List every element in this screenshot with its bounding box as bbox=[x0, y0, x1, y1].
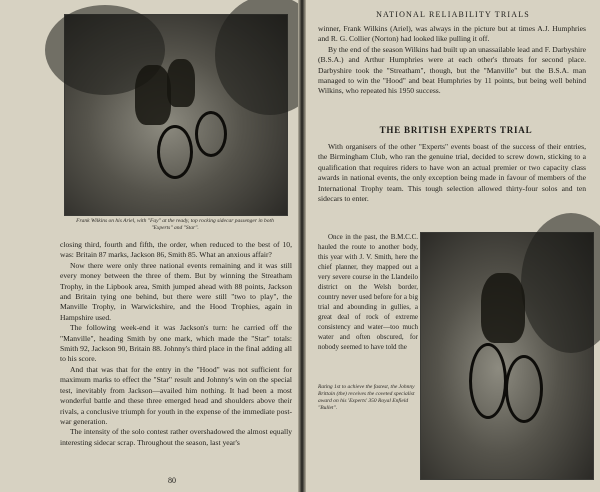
page-number: 80 bbox=[168, 476, 176, 485]
right-page bbox=[306, 0, 600, 492]
paragraph: By the end of the season Wilkins had built up an unassailable lead and F. Darbyshire (B.S.A.) and Arthur Humphries were at each other's throats for second place. Darbyshire took the "Streatham", though, but the "Manville" but the B.S.A. man managed to win the "Hood" and beat Humphries by 11 points, but being well behind Wilkins, who repeated his 1950 success. bbox=[318, 44, 586, 96]
rider-figure bbox=[135, 65, 171, 125]
paragraph: Once in the past, the B.M.C.C. hauled the route to another body, this year with J. V. Smith, here the chief planner, they mapped out a very severe course in the Llandeilo district on the Welsh border, country never used before for a big trial and abounding in gullies, a great deal of rock of extreme consistency and water—too much water and often obscured, for nobody seemed to have told the bbox=[318, 233, 418, 351]
photo-caption: Rating 1st to achieve the fastest, the Johnny Brittain (the) receives the coveted specialist award on his 'Experts' 350 Royal Enfield "Bullet". bbox=[318, 384, 415, 411]
paragraph: closing third, fourth and fifth, the order, when reduced to the best of 10, was: Britain 87 marks, Jackson 86, Smith 85. What an anxious affair? bbox=[60, 240, 292, 260]
rear-wheel bbox=[505, 355, 543, 423]
solo-rider-photo bbox=[420, 232, 594, 480]
front-wheel bbox=[469, 343, 507, 419]
paragraph: Now there were only three national events remaining and it was still every money between the three of them. But by winning the Streatham Trophy, in the Lipbook area, Smith jumped ahead with 88 points, Jackson and Britain tying one behind, but there were still "two to play", the Manville Trophy, in Warwickshire, and the Hood Trophies, again in Hampshire used. bbox=[60, 260, 292, 322]
running-header: NATIONAL RELIABILITY TRIALS bbox=[376, 10, 530, 19]
left-body-text bbox=[60, 240, 292, 448]
book-gutter bbox=[298, 0, 306, 492]
right-section-text bbox=[318, 142, 586, 230]
sidecar-wheel bbox=[195, 111, 227, 157]
paragraph: The following week-end it was Jackson's turn: he carried off the "Manville", heading Smith by one mark, which made the "Star" totals: Smith 92, Jackson 90, Britain 88. Johnny's third place in the final adding all to his score. bbox=[60, 323, 292, 364]
paragraph: And that was that for the entry in the "Hood" was not sufficient for maximum marks to effect the "Star" result and Johnny's win on the special test, inevitably from Jackson—availed him nothing. It had been a most wonderful battle and these three emerged head and shoulders above their rivals, a conclusive triumph for youth in the expense of the immediate post-war generation. bbox=[60, 364, 292, 426]
left-page bbox=[0, 0, 298, 492]
sidecar-photo bbox=[64, 14, 288, 216]
paragraph: winner, Frank Wilkins (Ariel), was always in the picture but at times A.J. Humphries and R. G. Collier (Norton) had looked like pulling it off. bbox=[318, 24, 586, 44]
paragraph: With organisers of the other "Experts" events boast of the success of their entries, the Birmingham Club, who ran the genuine trial, decided to screw down, sticking to a qualification that requires riders to have won an actual premier or two capacity class awards in national events, the only exception being made in favour of members of the International Trophy team. This tough selection allowed thirty-four solos and ten sidecars to enter. bbox=[318, 142, 586, 204]
rider-figure bbox=[481, 273, 525, 343]
section-title: THE BRITISH EXPERTS TRIAL bbox=[379, 125, 533, 135]
paragraph: The intensity of the solo contest rather overshadowed the almost equally interesting sidecar scrap. Throughout the season, last year's bbox=[60, 427, 292, 447]
passenger-figure bbox=[167, 59, 195, 107]
photo-caption: Frank Wilkins on his Ariel, with "Fay" at the ready, top rocking sidecar passenger in both "Experts" and "Star". bbox=[76, 218, 274, 231]
front-wheel bbox=[157, 125, 193, 179]
right-intro-text bbox=[318, 24, 586, 97]
right-wrapped-text bbox=[318, 232, 418, 382]
